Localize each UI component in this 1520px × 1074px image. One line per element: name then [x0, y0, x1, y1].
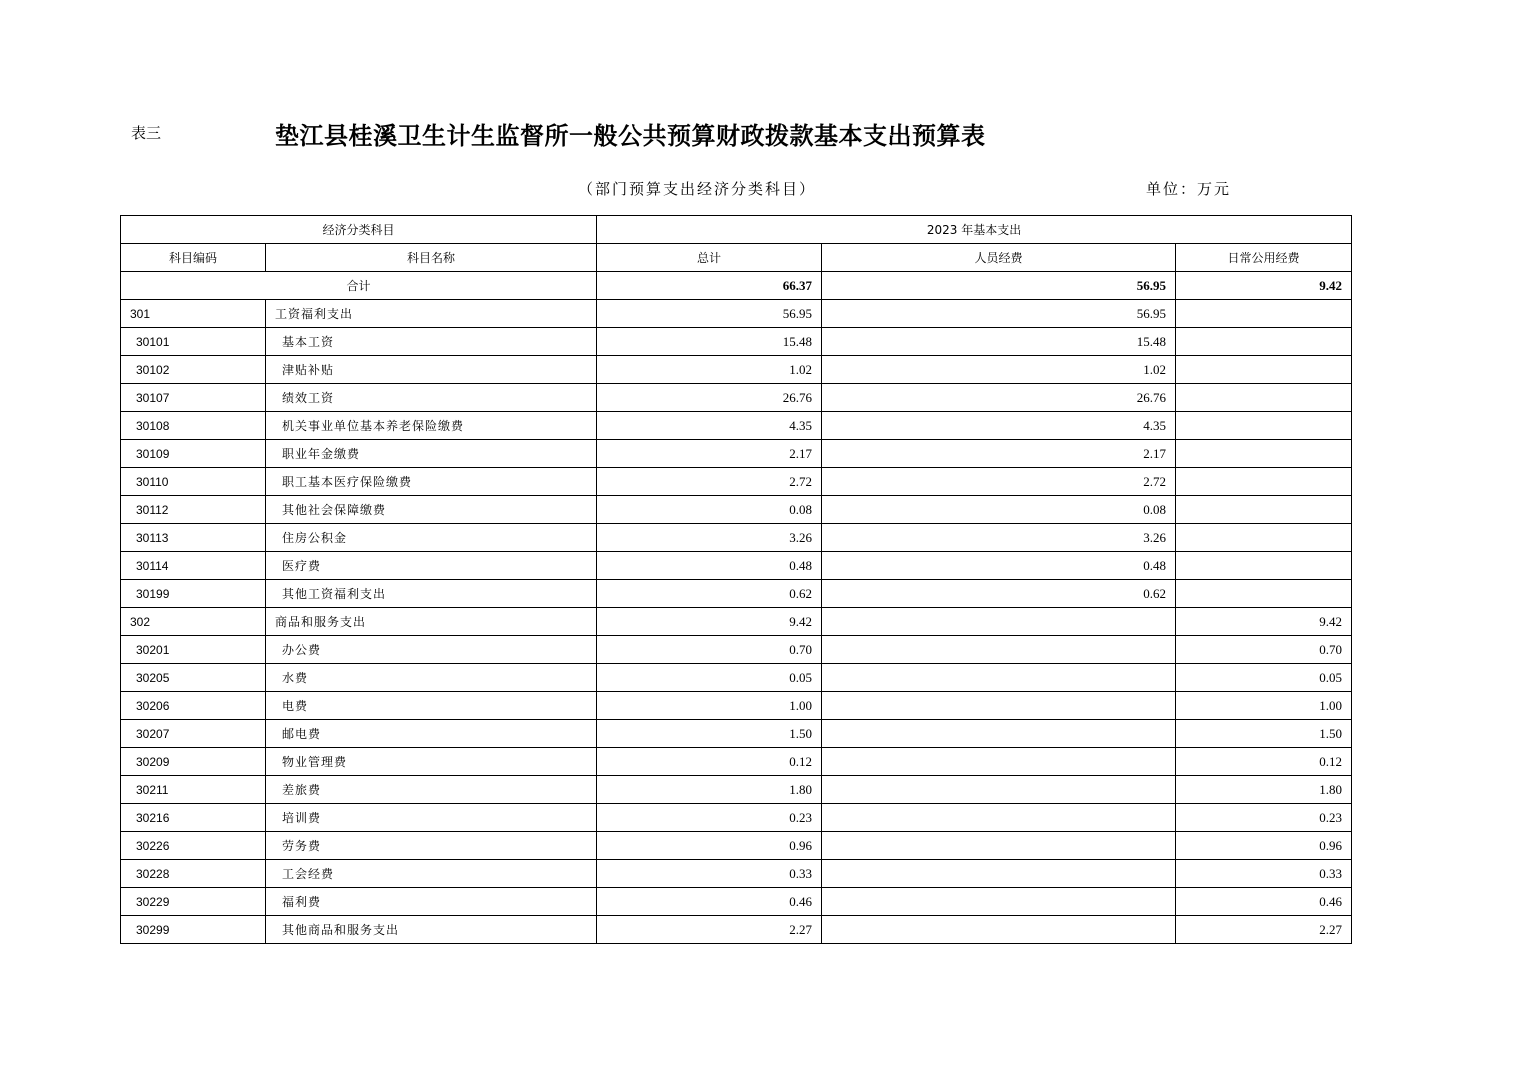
table-row: [121, 440, 1352, 468]
row-total-cell: 2.72: [597, 468, 822, 496]
row-code-cell: 30199: [121, 580, 266, 608]
total-sum-cell: 66.37: [597, 272, 822, 300]
table-row: [121, 468, 1352, 496]
row-public-cell: 1.50: [1176, 720, 1352, 748]
row-code-cell: 30207: [121, 720, 266, 748]
table-row: [121, 524, 1352, 552]
row-code-cell: 30216: [121, 804, 266, 832]
total-row: [121, 272, 1352, 300]
row-public-cell: [1176, 524, 1352, 552]
row-personnel-cell: [822, 664, 1176, 692]
row-code-cell: 30211: [121, 776, 266, 804]
row-name-cell: 津贴补贴: [266, 356, 597, 384]
row-personnel-cell: 26.76: [822, 384, 1176, 412]
table-row: [121, 636, 1352, 664]
row-total-cell: 1.80: [597, 776, 822, 804]
row-public-cell: [1176, 440, 1352, 468]
row-public-cell: 0.96: [1176, 832, 1352, 860]
row-name-cell: 基本工资: [266, 328, 597, 356]
table-row: [121, 552, 1352, 580]
header-basic-expenditure-2023: 2023 年基本支出: [597, 216, 1352, 244]
row-personnel-cell: 0.62: [822, 580, 1176, 608]
row-total-cell: 0.48: [597, 552, 822, 580]
row-code-cell: 30209: [121, 748, 266, 776]
row-personnel-cell: [822, 720, 1176, 748]
row-name-cell: 邮电费: [266, 720, 597, 748]
row-name-cell: 其他工资福利支出: [266, 580, 597, 608]
row-public-cell: 0.05: [1176, 664, 1352, 692]
row-total-cell: 0.70: [597, 636, 822, 664]
row-public-cell: [1176, 328, 1352, 356]
table-number: 表三: [131, 124, 162, 142]
row-personnel-cell: [822, 636, 1176, 664]
row-code-cell: 30206: [121, 692, 266, 720]
row-personnel-cell: 2.17: [822, 440, 1176, 468]
row-personnel-cell: 1.02: [822, 356, 1176, 384]
document-title: 垫江县桂溪卫生计生监督所一般公共预算财政拨款基本支出预算表: [275, 121, 986, 150]
table-header: [121, 216, 1352, 272]
table-row: [121, 832, 1352, 860]
row-public-cell: [1176, 412, 1352, 440]
table-row: [121, 412, 1352, 440]
row-code-cell: 30112: [121, 496, 266, 524]
row-personnel-cell: [822, 748, 1176, 776]
column-header-name: 科目名称: [266, 244, 597, 272]
row-personnel-cell: [822, 888, 1176, 916]
row-public-cell: 0.46: [1176, 888, 1352, 916]
row-name-cell: 工会经费: [266, 860, 597, 888]
row-personnel-cell: 4.35: [822, 412, 1176, 440]
row-code-cell: 30299: [121, 916, 266, 944]
row-personnel-cell: 0.08: [822, 496, 1176, 524]
row-public-cell: 2.27: [1176, 916, 1352, 944]
total-personnel-cell: 56.95: [822, 272, 1176, 300]
row-personnel-cell: [822, 916, 1176, 944]
row-name-cell: 其他商品和服务支出: [266, 916, 597, 944]
row-public-cell: 0.70: [1176, 636, 1352, 664]
row-personnel-cell: [822, 832, 1176, 860]
row-code-cell: 301: [121, 300, 266, 328]
budget-table: [120, 215, 1352, 944]
row-public-cell: [1176, 300, 1352, 328]
row-total-cell: 56.95: [597, 300, 822, 328]
row-code-cell: 30201: [121, 636, 266, 664]
row-public-cell: [1176, 580, 1352, 608]
table-row: [121, 384, 1352, 412]
row-total-cell: 15.48: [597, 328, 822, 356]
table-row: [121, 608, 1352, 636]
row-name-cell: 绩效工资: [266, 384, 597, 412]
row-name-cell: 办公费: [266, 636, 597, 664]
table-row: [121, 328, 1352, 356]
table-row: [121, 356, 1352, 384]
row-name-cell: 住房公积金: [266, 524, 597, 552]
row-personnel-cell: 56.95: [822, 300, 1176, 328]
row-total-cell: 3.26: [597, 524, 822, 552]
row-name-cell: 医疗费: [266, 552, 597, 580]
row-public-cell: [1176, 356, 1352, 384]
row-public-cell: 9.42: [1176, 608, 1352, 636]
row-code-cell: 30101: [121, 328, 266, 356]
row-name-cell: 培训费: [266, 804, 597, 832]
row-name-cell: 电费: [266, 692, 597, 720]
row-code-cell: 30108: [121, 412, 266, 440]
header-economic-classification: 经济分类科目: [121, 216, 597, 244]
unit-label: 单位：万元: [1146, 180, 1232, 198]
row-total-cell: 26.76: [597, 384, 822, 412]
row-total-cell: 1.00: [597, 692, 822, 720]
column-header-total: 总计: [597, 244, 822, 272]
row-code-cell: 30107: [121, 384, 266, 412]
row-public-cell: 0.12: [1176, 748, 1352, 776]
row-personnel-cell: [822, 608, 1176, 636]
row-total-cell: 1.02: [597, 356, 822, 384]
row-code-cell: 30102: [121, 356, 266, 384]
row-total-cell: 2.27: [597, 916, 822, 944]
row-total-cell: 0.08: [597, 496, 822, 524]
row-total-cell: 2.17: [597, 440, 822, 468]
table-row: [121, 860, 1352, 888]
row-public-cell: 0.23: [1176, 804, 1352, 832]
row-personnel-cell: 3.26: [822, 524, 1176, 552]
row-name-cell: 差旅费: [266, 776, 597, 804]
row-total-cell: 0.62: [597, 580, 822, 608]
row-code-cell: 30205: [121, 664, 266, 692]
row-code-cell: 30110: [121, 468, 266, 496]
row-total-cell: 4.35: [597, 412, 822, 440]
table-row: [121, 888, 1352, 916]
row-code-cell: 30228: [121, 860, 266, 888]
row-code-cell: 30114: [121, 552, 266, 580]
row-public-cell: [1176, 468, 1352, 496]
row-public-cell: 0.33: [1176, 860, 1352, 888]
column-header-code: 科目编码: [121, 244, 266, 272]
row-personnel-cell: [822, 776, 1176, 804]
row-total-cell: 0.12: [597, 748, 822, 776]
row-name-cell: 职业年金缴费: [266, 440, 597, 468]
column-header-personnel: 人员经费: [822, 244, 1176, 272]
total-public-cell: 9.42: [1176, 272, 1352, 300]
row-code-cell: 30229: [121, 888, 266, 916]
row-total-cell: 0.23: [597, 804, 822, 832]
row-public-cell: [1176, 384, 1352, 412]
header-group-row: [121, 216, 1352, 244]
table-row: [121, 720, 1352, 748]
column-header-public-expense: 日常公用经费: [1176, 244, 1352, 272]
table-row: [121, 300, 1352, 328]
row-name-cell: 其他社会保障缴费: [266, 496, 597, 524]
row-name-cell: 商品和服务支出: [266, 608, 597, 636]
row-public-cell: [1176, 496, 1352, 524]
table-row: [121, 748, 1352, 776]
row-name-cell: 劳务费: [266, 832, 597, 860]
row-total-cell: 0.46: [597, 888, 822, 916]
row-name-cell: 福利费: [266, 888, 597, 916]
row-name-cell: 水费: [266, 664, 597, 692]
row-personnel-cell: [822, 804, 1176, 832]
row-personnel-cell: [822, 860, 1176, 888]
row-personnel-cell: 0.48: [822, 552, 1176, 580]
row-public-cell: [1176, 552, 1352, 580]
table-row: [121, 496, 1352, 524]
row-total-cell: 0.33: [597, 860, 822, 888]
row-total-cell: 1.50: [597, 720, 822, 748]
table-row: [121, 692, 1352, 720]
row-code-cell: 30226: [121, 832, 266, 860]
row-name-cell: 物业管理费: [266, 748, 597, 776]
total-label: 合计: [121, 272, 597, 300]
table-row: [121, 664, 1352, 692]
row-name-cell: 机关事业单位基本养老保险缴费: [266, 412, 597, 440]
table-row: [121, 776, 1352, 804]
row-total-cell: 9.42: [597, 608, 822, 636]
table-row: [121, 580, 1352, 608]
row-total-cell: 0.05: [597, 664, 822, 692]
row-code-cell: 30113: [121, 524, 266, 552]
row-public-cell: 1.00: [1176, 692, 1352, 720]
row-public-cell: 1.80: [1176, 776, 1352, 804]
row-total-cell: 0.96: [597, 832, 822, 860]
row-name-cell: 职工基本医疗保险缴费: [266, 468, 597, 496]
header-column-row: [121, 244, 1352, 272]
row-personnel-cell: 15.48: [822, 328, 1176, 356]
table-body: [121, 272, 1352, 944]
row-code-cell: 302: [121, 608, 266, 636]
row-code-cell: 30109: [121, 440, 266, 468]
table-row: [121, 804, 1352, 832]
row-name-cell: 工资福利支出: [266, 300, 597, 328]
row-personnel-cell: 2.72: [822, 468, 1176, 496]
row-personnel-cell: [822, 692, 1176, 720]
document-subtitle: （部门预算支出经济分类科目）: [578, 180, 817, 198]
table-row: [121, 916, 1352, 944]
